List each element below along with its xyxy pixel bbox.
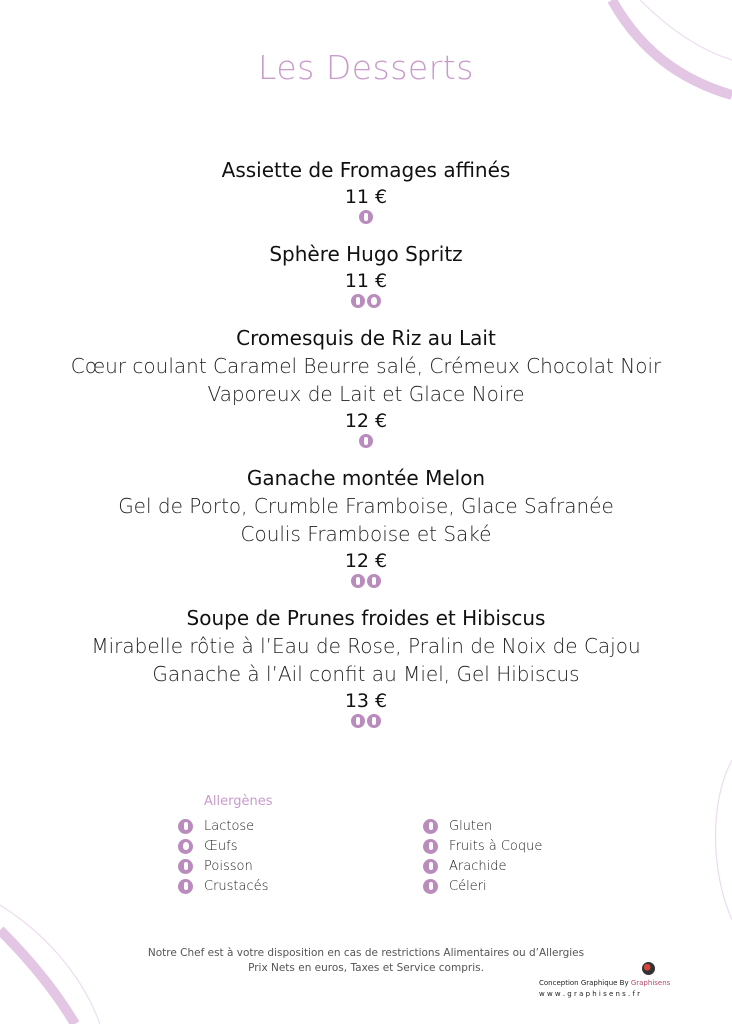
crustaces-icon [178, 879, 193, 894]
arachide-icon [367, 714, 381, 728]
lactose-icon [351, 294, 365, 308]
oeufs-icon [367, 294, 381, 308]
dish-description: Mirabelle rôtie à l’Eau de Rose, Pralin de Noix de Cajou [91, 634, 641, 658]
dish-item [0, 604, 732, 730]
credit-brand: Graphisens [630, 979, 671, 987]
dish-allergens [0, 294, 732, 310]
legend-item [423, 836, 542, 856]
poisson-icon [178, 859, 193, 874]
dish-item [0, 156, 732, 226]
dish-item [0, 324, 732, 450]
legend-label: Poisson [204, 858, 253, 874]
allergens-legend-right [423, 816, 542, 896]
dish-description: Ganache à l’Ail confit au Miel, Gel Hibiscus [152, 662, 580, 686]
legend-item [178, 876, 268, 896]
dish-price: 12 € [344, 550, 388, 572]
credit-prefix: Conception Graphique By [539, 979, 631, 987]
legend-label: Œufs [204, 838, 238, 854]
legend-item [178, 816, 268, 836]
dish-price: 12 € [344, 410, 388, 432]
celeri-icon [423, 879, 438, 894]
footer-line-1: Notre Chef est à votre disposition en cas de restrictions Alimentaires ou d’Allergies [147, 947, 585, 959]
lactose-icon [359, 210, 373, 224]
legend-label: Céleri [449, 878, 487, 894]
dish-allergens [0, 210, 732, 226]
legend-label: Crustacés [204, 878, 269, 894]
dish-allergens [0, 434, 732, 450]
lactose-icon [351, 714, 365, 728]
arachide-icon [367, 574, 381, 588]
legend-label: Fruits à Coque [449, 838, 543, 854]
dish-price: 11 € [344, 186, 388, 208]
allergens-legend-title: Allergènes [204, 794, 273, 809]
dish-name: Cromesquis de Riz au Lait [236, 326, 496, 350]
graphisens-logo-icon [642, 962, 655, 975]
oeufs-icon [178, 839, 193, 854]
lactose-icon [359, 434, 373, 448]
dish-description: Coulis Framboise et Saké [240, 522, 492, 546]
legend-item [178, 836, 268, 856]
dish-price: 13 € [344, 690, 388, 712]
dish-name: Soupe de Prunes froides et Hibiscus [186, 606, 546, 630]
footer-line-2: Prix Nets en euros, Taxes et Service compris. [248, 962, 484, 974]
legend-item [423, 856, 542, 876]
legend-item [423, 816, 542, 836]
dish-item [0, 464, 732, 590]
arachide-icon [423, 859, 438, 874]
dish-description: Vaporeux de Lait et Glace Noire [207, 382, 525, 406]
dish-price: 11 € [344, 270, 388, 292]
footer-note [0, 946, 732, 976]
legend-label: Gluten [449, 818, 493, 834]
legend-item [423, 876, 542, 896]
fruits-a-coque-icon [423, 839, 438, 854]
legend-item [178, 856, 268, 876]
dish-description: Cœur coulant Caramel Beurre salé, Crémeux Chocolat Noir [70, 354, 662, 378]
lactose-icon [351, 574, 365, 588]
legend-label: Arachide [449, 858, 507, 874]
dessert-menu [0, 156, 732, 744]
dish-item [0, 240, 732, 310]
dish-name: Ganache montée Melon [246, 466, 486, 490]
lactose-icon [178, 819, 193, 834]
legend-label: Lactose [204, 818, 255, 834]
dish-name: Sphère Hugo Spritz [269, 242, 463, 266]
dish-allergens [0, 714, 732, 730]
page-title: Les Desserts [258, 48, 474, 87]
dish-name: Assiette de Fromages affinés [221, 158, 511, 182]
dish-description: Gel de Porto, Crumble Framboise, Glace Safranée [118, 494, 614, 518]
credit-url: w w w . g r a p h i s e n s . f r [539, 990, 641, 998]
dish-allergens [0, 574, 732, 590]
design-credit [539, 978, 670, 1000]
gluten-icon [423, 819, 438, 834]
allergens-legend-left [178, 816, 268, 896]
